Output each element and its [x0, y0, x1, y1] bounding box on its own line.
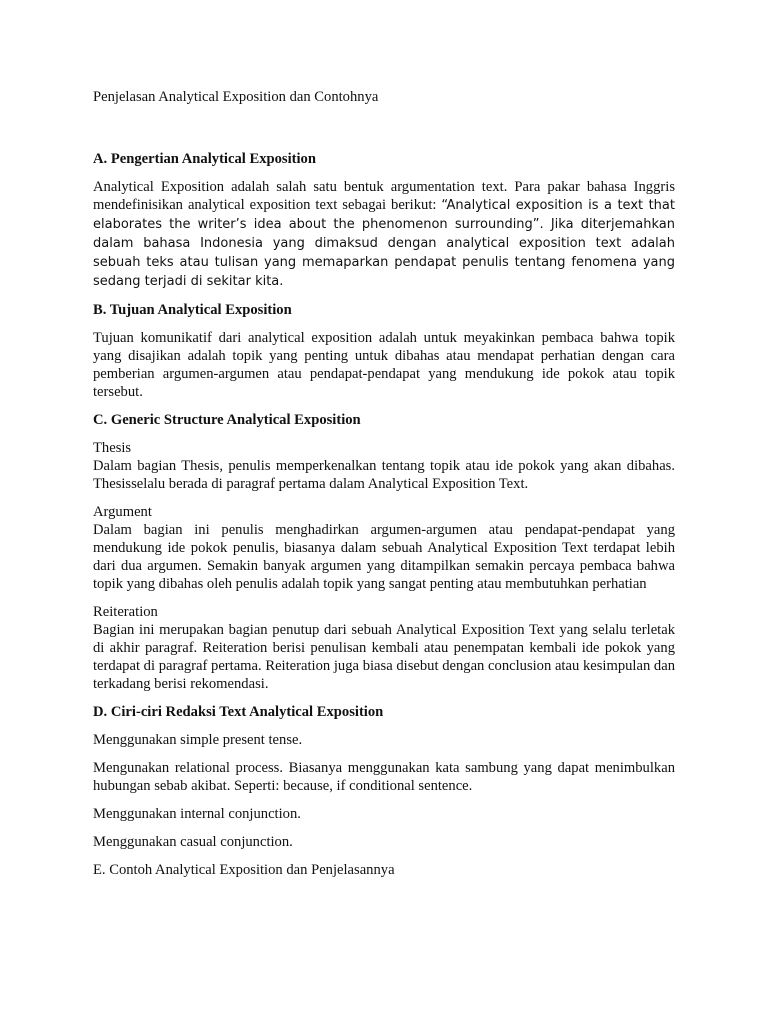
section-c-heading: C. Generic Structure Analytical Exposition [93, 412, 361, 428]
feature-item-2: Mengunakan relational process. Biasanya menggunakan kata sambung yang dapat menimbulkan hubungan sebab akibat. Seperti: because, if conditional sentence. [93, 760, 675, 794]
section-d-heading: D. Ciri-ciri Redaksi Text Analytical Exposition [93, 704, 384, 720]
section-a-heading: A. Pengertian Analytical Exposition [93, 151, 316, 167]
section-b-paragraph: Tujuan komunikatif dari analytical exposition adalah untuk meyakinkan pembaca bahwa topik yang disajikan adalah topik yang penting untuk dibahas atau mendapat perhatian dengan cara pemberian argumen-argumen atau pendapat-pendapat yang mendukung ide pokok atau topik tersebut. [93, 330, 675, 400]
document-content [93, 88, 675, 889]
feature-item-3: Menggunakan internal conjunction. [93, 806, 301, 822]
section-e-heading: E. Contoh Analytical Exposition dan Penjelasannya [93, 862, 395, 878]
argument-label: Argument [93, 504, 152, 520]
section-a-text-part2: “Analytical exposition is a text that elaborates the writer’s idea about the phenomenon surrounding”. Jika diterjemahkan dalam bahasa Indonesia yang dimaksud dengan analytical exposition text adalah sebuah teks atau tulisan yang memaparkan pendapat penulis tentang fenomena yang sedang terjadi di sekitar kita. [93, 198, 675, 289]
section-b-heading: B. Tujuan Analytical Exposition [93, 302, 292, 318]
thesis-text: Dalam bagian Thesis, penulis memperkenalkan tentang topik atau ide pokok yang akan dibahas. Thesisselalu berada di paragraf pertama dalam Analytical Exposition Text. [93, 458, 675, 492]
reiteration-label: Reiteration [93, 604, 158, 620]
feature-item-1: Menggunakan simple present tense. [93, 732, 303, 748]
section-a-paragraph [93, 178, 675, 291]
section-a-text-part1: Analytical Exposition adalah salah satu bentuk argumentation text. Para pakar bahasa Inggris mendefinisikan analytical exposition text sebagai berikut: [93, 179, 675, 213]
thesis-label: Thesis [93, 440, 132, 456]
feature-item-4: Menggunakan casual conjunction. [93, 834, 293, 850]
document-title: Penjelasan Analytical Exposition dan Contohnya [93, 89, 379, 105]
argument-text: Dalam bagian ini penulis menghadirkan argumen-argumen atau pendapat-pendapat yang mendukung ide pokok penulis, biasanya dalam sebuah Analytical Exposition Text terdapat lebih dari dua argumen. Semakin banyak argumen yang ditampilkan semakin percaya pembaca bahwa topik yang dibahas oleh penulis adalah topik yang sangat penting atau membutuhkan perhatian [93, 522, 675, 592]
reiteration-text: Bagian ini merupakan bagian penutup dari sebuah Analytical Exposition Text yang selalu terletak di akhir paragraf. Reiteration berisi penulisan kembali atau penempatan kembali ide pokok yang terdapat di paragraf pertama. Reiteration juga biasa disebut dengan conclusion atau kesimpulan dan terkadang berisi rekomendasi. [93, 622, 675, 692]
